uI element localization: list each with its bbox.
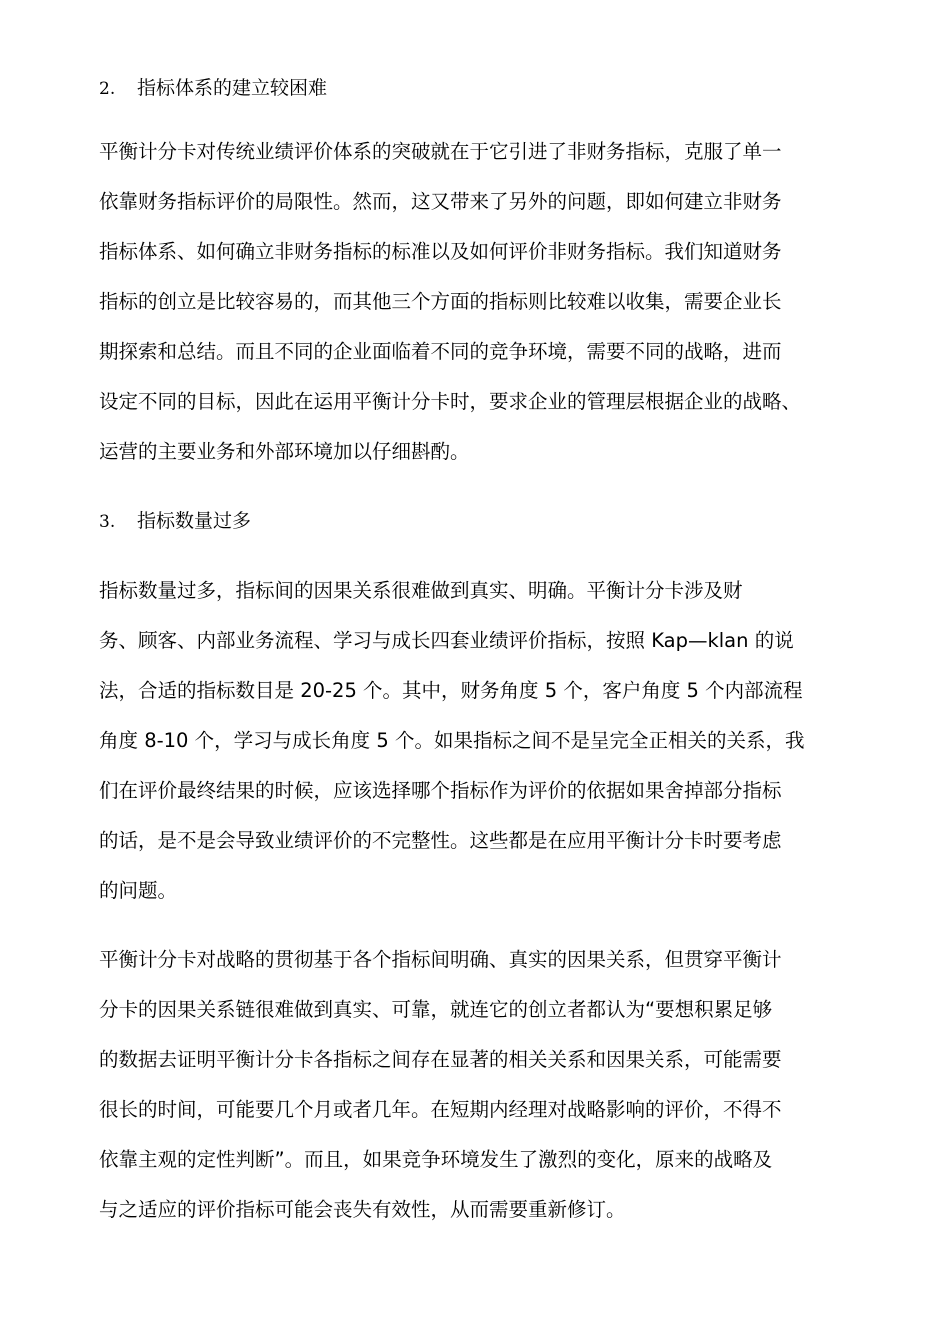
section-3-title: 指标数量过多 [137, 510, 252, 532]
section-3-heading [99, 508, 251, 535]
paragraph-line: 与之适应的评价指标可能会丧失有效性，从而需要重新修订。 [99, 1198, 626, 1221]
paragraph-line: 的问题。 [99, 879, 178, 902]
paragraph-line: 指标的创立是比较容易的，而其他三个方面的指标则比较难以收集，需要企业长 [99, 290, 782, 313]
paragraph-line: 设定不同的目标，因此在运用平衡计分卡时，要求企业的管理层根据企业的战略、 [99, 390, 802, 413]
paragraph-line: 法，合适的指标数目是 20-25 个。其中，财务角度 5 个，客户角度 5 个内部流程 [99, 679, 803, 702]
paragraph-line: 角度 8-10 个，学习与成长角度 5 个。如果指标之间不是呈完全正相关的关系，我 [99, 729, 805, 752]
paragraph-line: 平衡计分卡对战略的贯彻基于各个指标间明确、真实的因果关系，但贯穿平衡计 [99, 948, 782, 971]
paragraph-line: 平衡计分卡对传统业绩评价体系的突破就在于它引进了非财务指标，克服了单一 [99, 140, 782, 163]
section-3-number: 3. [99, 512, 116, 532]
paragraph-line: 很长的时间，可能要几个月或者几年。在短期内经理对战略影响的评价，不得不 [99, 1098, 782, 1121]
paragraph-line: 指标数量过多，指标间的因果关系很难做到真实、明确。平衡计分卡涉及财 [99, 579, 743, 602]
section-2-heading [99, 75, 327, 102]
paragraph-line: 务、顾客、内部业务流程、学习与成长四套业绩评价指标，按照 Kap—klan 的说 [99, 629, 794, 652]
section-3-paragraph-1 [99, 566, 859, 916]
paragraph-line: 运营的主要业务和外部环境加以仔细斟酌。 [99, 440, 470, 463]
paragraph-line: 分卡的因果关系链很难做到真实、可靠，就连它的创立者都认为“要想积累足够 [99, 998, 773, 1021]
paragraph-line: 们在评价最终结果的时候，应该选择哪个指标作为评价的依据如果舍掉部分指标 [99, 779, 782, 802]
section-2-number: 2. [99, 79, 116, 99]
paragraph-line: 的数据去证明平衡计分卡各指标之间存在显著的相关关系和因果关系，可能需要 [99, 1048, 782, 1071]
section-2-title: 指标体系的建立较困难 [137, 77, 328, 99]
section-2-paragraph-1 [99, 127, 859, 477]
paragraph-line: 期探索和总结。而且不同的企业面临着不同的竞争环境，需要不同的战略，进而 [99, 340, 782, 363]
paragraph-line: 依靠主观的定性判断”。而且，如果竞争环境发生了激烈的变化，原来的战略及 [99, 1148, 773, 1171]
paragraph-line: 的话，是不是会导致业绩评价的不完整性。这些都是在应用平衡计分卡时要考虑 [99, 829, 782, 852]
section-3-paragraph-2 [99, 935, 859, 1235]
paragraph-line: 依靠财务指标评价的局限性。然而，这又带来了另外的问题，即如何建立非财务 [99, 190, 782, 213]
paragraph-line: 指标体系、如何确立非财务指标的标准以及如何评价非财务指标。我们知道财务 [99, 240, 782, 263]
